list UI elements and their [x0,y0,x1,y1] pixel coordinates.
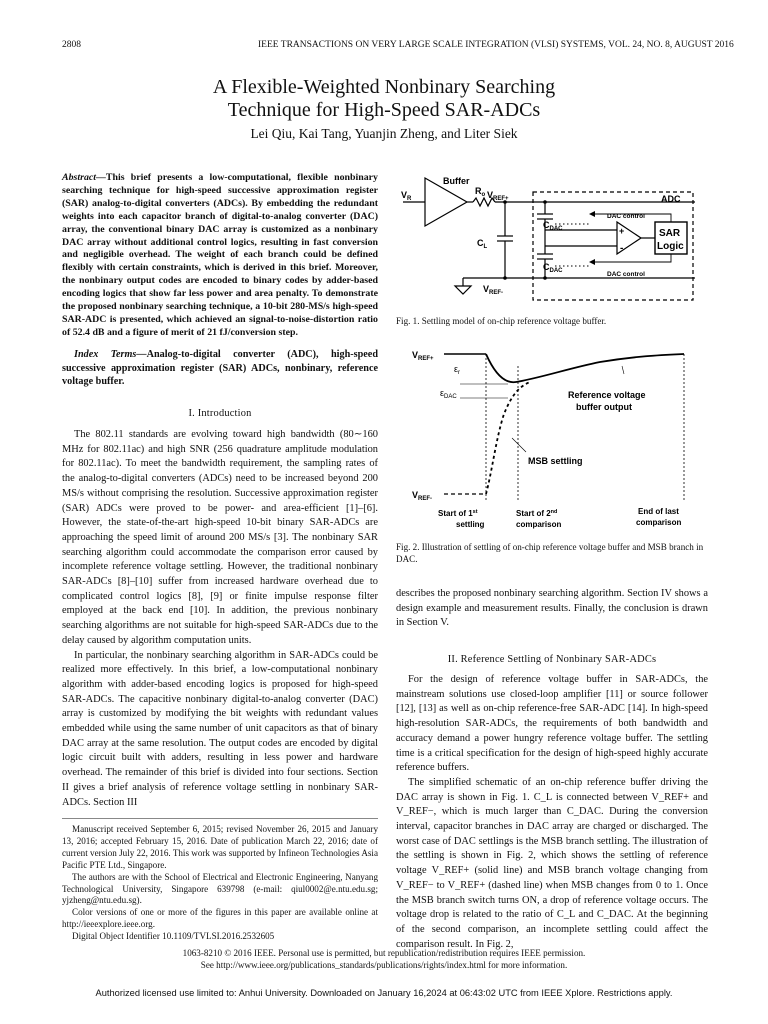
copyright-line-2: See http://www.ieee.org/publications_standards/publications/rights/index.html for more information. [200,959,568,970]
fig2-ref-output-line2: buffer output [576,402,632,412]
copyright-line-1: 1063-8210 © 2016 IEEE. Personal use is permitted, but republication/redistribution requires IEEE permission. [182,948,586,958]
svg-text:VREF- [483,284,503,296]
fig1-vr-sub: R [407,196,412,202]
fig2-er-label: ε [454,364,459,374]
footnote-color: Color versions of one or more of the figures in this paper are available online at http://ieeexplore.ieee.org. [62,907,378,930]
svg-text:VR [401,190,412,202]
running-header: IEEE TRANSACTIONS ON VERY LARGE SCALE INTEGRATION (VLSI) SYSTEMS, VOL. 24, NO. 8, AUGUST 2016 [258,40,734,50]
page-number: 2808 [62,40,81,50]
svg-text:εDAC [440,388,457,400]
fig2-start1-line2: settling [456,520,485,529]
fig2-start1-sup: st [472,509,478,515]
figure-1-schematic [395,170,715,310]
fig2-vref-minus-sub: REF- [418,496,433,502]
fig1-sar-label: SAR [659,228,681,239]
section-1-continuation: describes the proposed nonbinary searching algorithm. Section IV shows a design example and measurement results. Finally, the conclusion is drawn in Section V. [396,588,708,629]
footnotes [62,824,378,943]
fig1-vref-minus-label: V [483,284,490,294]
svg-text:VREF- [412,490,432,502]
title-line-2: Technique for High-Speed SAR-ADCs [227,99,541,121]
fig2-start2-line2: comparison [516,520,562,529]
abstract-label: Abstract— [62,172,106,183]
figure-1-caption: Fig. 1. Settling model of on-chip reference voltage buffer. [396,316,607,326]
svg-text:CL [477,238,488,250]
fig1-cdac-top-label: C [543,220,550,230]
title-line-1: A Flexible-Weighted Nonbinary Searching [212,76,556,98]
ground-symbol [455,286,471,294]
footnote-rule [62,818,378,819]
section-1-paragraph-2: In particular, the nonbinary searching algorithm in SAR-ADCs could be realized more effectively. In this brief, a low-computational nonbinary algorithm with adder-based encoding logics is proposed for high-speed SAR-ADCs. The capacitive nonbinary digital-to-analog converter (DAC) array is customized by modifying the bit weights with redundant values embedded while using the same number of unit capacitors as that of binary DAC array at the same resolution. The output codes are encoded by digital logic circuit built with adders, resulting in less power and hardware overhead. The remainder of this brief is divided into four sections. Section II gives a brief analysis of reference voltage settling in nonbinary SAR-ADCs. Section III [62,649,378,808]
svg-text:Start of 2nd [516,509,557,518]
footnote-manuscript: Manuscript received September 6, 2015; revised November 26, 2015 and January 13, 2016; accepted February 15, 2016. Date of publication March 22, 2016; date of current version July 22, 2016. This work was supported by Infineon Technologies Asia Pacific PTE Ltd., Singapore. [62,824,378,870]
fig2-msb-settling-label: MSB settling [528,456,583,466]
footnote-doi: Digital Object Identifier 10.1109/TVLSI.2016.2532605 [72,931,275,942]
fig1-cl-sub: L [483,244,488,250]
fig1-ro-sub: o [481,192,486,198]
svg-text:Ro [475,186,486,198]
fig1-dac-control-top: DAC control [607,213,645,220]
fig2-start1-text: Start of 1 [438,509,473,518]
fig1-vref-plus-sub: REF+ [493,196,509,202]
fig2-edac-label: ε [440,388,445,398]
section-2-paragraph-2: The simplified schematic of an on-chip reference buffer driving the DAC array is shown in Fig. 1. C_L is connected between V_REF+ and V_REF−, which is much larger than C_DAC. During the conversion interval, capacitor branches in DAC array are charged or discharged. The worst case of DAC settlings is the MSB branch settling. The illustration of the settling is shown in Fig. 2, which shows the settling of reference voltage V_REF+ (solid line) and MSB branch voltage changing from V_REF− to V_REF+ (dashed line) when MSB changes from 0 to 1. Once the MSB branch switch turns ON, a drop of reference voltage occurs. The voltage drop is related to the ratio of C_L and C_DAC. At the beginning of the second comparison, an incomplete settling could affect the comparison result. In Fig. 2, [396,776,708,950]
fig1-vr-label: V [401,190,408,200]
fig1-cdac-top-sub: DAC [549,226,563,232]
footnote-affiliation: The authors are with the School of Electrical and Electronic Engineering, Nanyang Technological University, Singapore 639798 (e-mail: qiul0002@e.ntu.edu.sg; yjzheng@ntu.edu.sg). [62,871,378,906]
figure-2-caption: Fig. 2. Illustration of settling of on-chip reference voltage buffer and MSB branch in DAC. [396,542,704,564]
section-1-heading: I. Introduction [188,408,252,419]
svg-text:CDAC [543,262,563,274]
svg-text:VREF+ [412,350,434,362]
fig2-vref-minus-label: V [412,490,419,500]
paper-title [0,76,768,122]
fig2-start2-text: Start of 2 [516,509,551,518]
fig1-cl-label: C [477,238,484,248]
download-notice: Authorized licensed use limited to: Anhui University. Downloaded on January 16,2024 at 06:43:02 UTC from IEEE Xplore. Restrictions apply. [95,988,673,998]
fig1-ro-label: R [475,186,482,196]
fig1-logic-label: Logic [657,241,684,252]
section-2-body [396,673,708,952]
fig2-er-sub: r [458,370,461,376]
section-1-paragraph-1: The 802.11 standards are evolving toward high bandwidth (80∼160 MHz for 802.11ac) and high SNR (256 quadrature amplitude modulation for 802.11ac). To meet the bandwidth requirement, the sampling rates of the analog-to-digital converters (ADCs) need to be increased beyond 200 MS/s without comprising the resolution. Successive approximation register (SAR) ADCs were proved to be power- and area-efficient [1]–[6]. However, the state-of-the-art high-speed 10-bit binary SAR-ADCs are approaching the speed limit of around 200 MS/s [3]. The nonbinary SAR searching algorithm could accommodate the comparison error caused by incomplete reference voltage settling. However, the traditional nonbinary SAR-ADCs [8]–[10] suffer from increased hardware overhead due to complicated control logics [8], [9] or finite impulse response filter employed at the back end [10]. In addition, the previous nonbinary searching algorithms are not suitable for high-speed SAR-ADCs due to the delay caused by algorithm computation units. [62,429,378,646]
svg-text:Start of 1st [438,509,478,518]
section-2-heading: II. Reference Settling of Nonbinary SAR-ADCs [447,654,657,665]
abstract-text: This brief presents a low-computational, flexible nonbinary searching technique for high-speed successive approximation register (SAR) analog-to-digital converters (ADCs). By embedding the redundant weights into each capacitor branch of digital-to-analog converter (DAC) array, the conventional binary DAC array is customized as a nonbinary DAC array without additional control logics, resulting in fast conversion and negligible overhead. The weight of each branch could be defined flexibly with certain constraints, which is derived in this brief. Moreover, the nonbinary output codes are encoded to binary codes by adder-based encoding logics that show far less power and area penalty. To demonstrate the proposed nonbinary searching technique, a 10-bit 280-MS/s high-speed SAR-ADC is presented, which achieved an signal-to-noise-distortion ratio of 52.4 dB and a figure of merit of 21 fJ/conversion step. [62,172,378,338]
fig1-dac-control-bottom: DAC control [607,271,645,278]
fig1-cdac-bottom-label: C [543,262,550,272]
msb-settling-curve [486,382,530,494]
fig2-edac-sub: DAC [444,394,457,400]
fig2-end-line2: comparison [636,518,682,527]
fig1-cdac-bottom-sub: DAC [549,268,563,274]
figure-2-settling-plot [400,342,710,532]
fig2-ref-output-line1: Reference voltage [568,390,646,400]
fig1-plus-sign: + [619,226,625,236]
abstract [62,172,378,340]
index-terms-label: Index Terms— [74,349,147,360]
index-terms [62,348,378,389]
fig1-vref-minus-sub: REF- [489,290,504,296]
section-2-paragraph-1: For the design of reference voltage buffer in SAR-ADCs, the mainstream solutions use closed-loop amplifier [11] or source follower [12], [13] as well as on-chip reference-free SAR-ADC [14]. In high-speed high-resolution SAR-ADCs, the requirements of both bandwidth and accuracy demand a power hungry reference voltage buffer. The settling time is a critical specification for the design of high-speed highly accurate reference buffers. [396,674,708,774]
index-terms-text: Analog-to-digital converter (ADC), high-speed successive approximation register (SAR) ADCs, nonbinary, reference voltage buffer. [62,349,378,388]
section-1-body [62,428,378,810]
fig2-start2-sup: nd [550,509,558,515]
fig2-end-line1: End of last [638,507,679,516]
fig1-minus-sign: - [620,243,624,254]
fig1-vref-plus-label: V [487,190,494,200]
author-list: Lei Qiu, Kai Tang, Yuanjin Zheng, and Liter Siek [250,126,518,141]
fig1-adc-label: ADC [661,194,681,204]
fig2-vref-plus-label: V [412,350,419,360]
fig2-vref-plus-sub: REF+ [418,356,434,362]
svg-text:εr [454,364,460,376]
reference-buffer-output-curve [486,354,684,382]
fig1-buffer-label: Buffer [443,176,470,186]
copyright-footer [0,948,768,971]
